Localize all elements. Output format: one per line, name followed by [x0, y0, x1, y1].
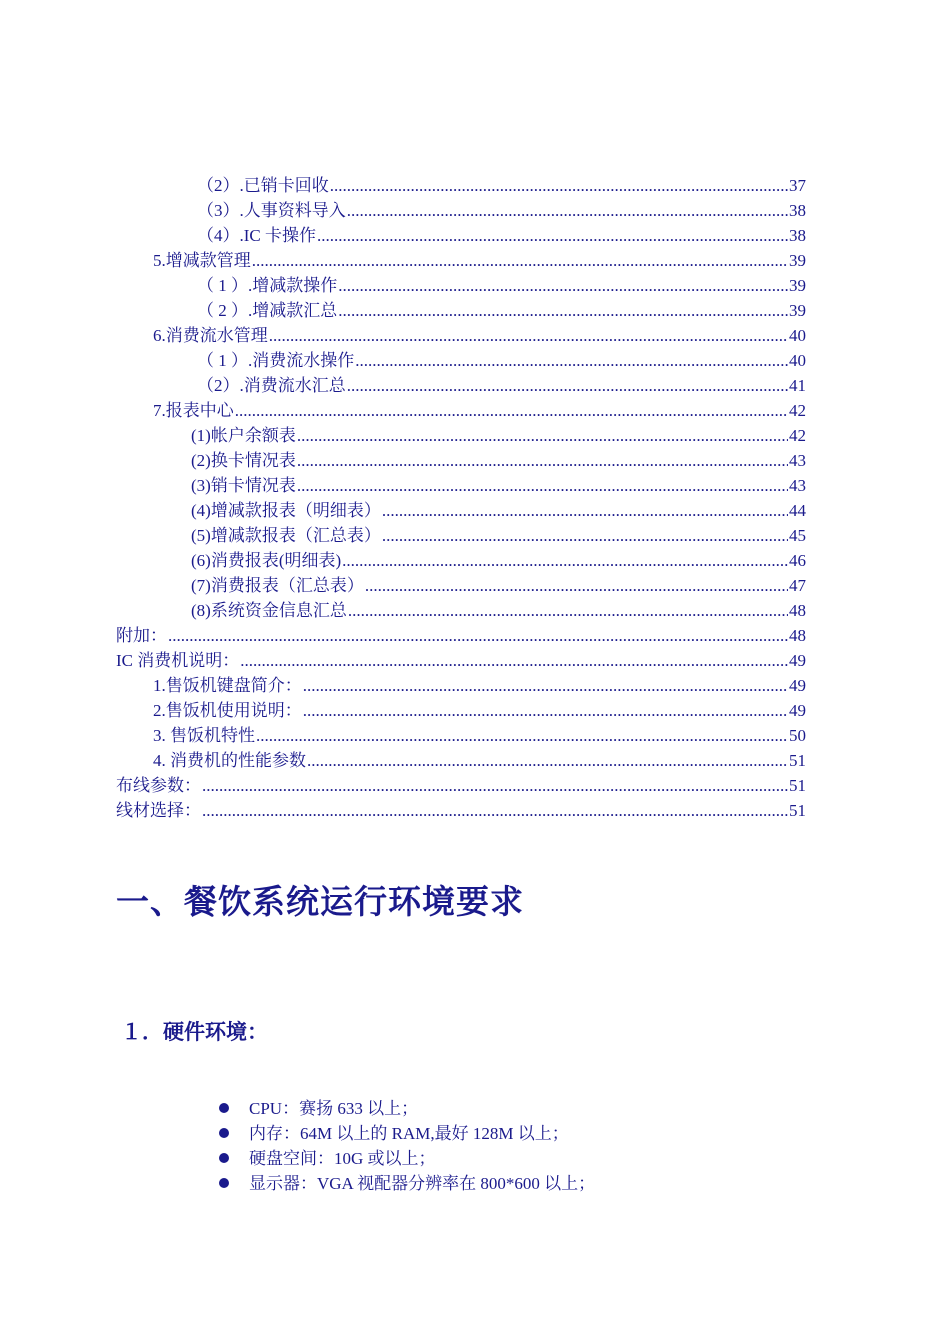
toc-entry[interactable] — [191, 448, 806, 473]
toc-entry-page: 38 — [789, 201, 806, 220]
subsection-heading: １．硬件环境： — [121, 1020, 268, 1044]
toc-entry-title: （4）.IC 卡操作 — [197, 226, 316, 245]
toc-entry-page: 45 — [789, 526, 806, 545]
toc-entry-page: 43 — [789, 451, 806, 470]
list-item — [219, 1096, 418, 1121]
toc-entry-title: （3）.人事资料导入 — [197, 201, 346, 220]
toc-entry-page: 38 — [789, 226, 806, 245]
toc-entry-title: (4)增减款报表（明细表） — [191, 501, 381, 520]
list-item — [219, 1146, 436, 1171]
toc-entry-title: 附加： — [116, 626, 167, 645]
bullet-icon — [219, 1153, 229, 1163]
toc-leader — [347, 198, 788, 223]
toc-leader — [297, 448, 788, 473]
toc-entry-page: 42 — [789, 401, 806, 420]
list-item — [219, 1171, 595, 1196]
toc-leader — [317, 223, 788, 248]
toc-leader — [338, 298, 788, 323]
toc-entry[interactable] — [197, 373, 806, 398]
toc-leader — [342, 548, 788, 573]
toc-leader — [365, 573, 788, 598]
toc-leader — [347, 373, 788, 398]
toc-entry-page: 40 — [789, 351, 806, 370]
toc-entry-page: 51 — [789, 776, 806, 795]
bullet-icon — [219, 1178, 229, 1188]
list-item-text: CPU：赛扬 633 以上； — [249, 1099, 419, 1118]
toc-entry[interactable] — [197, 223, 806, 248]
toc-entry-title: 线材选择： — [116, 801, 201, 820]
toc-entry-title: （2）.已销卡回收 — [197, 176, 329, 195]
toc-entry-title: (7)消费报表（汇总表） — [191, 576, 364, 595]
toc-entry[interactable] — [153, 398, 806, 423]
toc-entry-page: 49 — [789, 651, 806, 670]
toc-entry-title: IC 消费机说明： — [116, 651, 240, 670]
toc-entry[interactable] — [153, 323, 806, 348]
toc-entry-page: 51 — [789, 751, 806, 770]
toc-entry-title: (5)增减款报表（汇总表） — [191, 526, 381, 545]
toc-entry-title: （2）.消费流水汇总 — [197, 376, 346, 395]
toc-entry-title: (3)销卡情况表 — [191, 476, 296, 495]
toc-entry[interactable] — [197, 273, 806, 298]
toc-entry-page: 49 — [789, 676, 806, 695]
toc-entry[interactable] — [116, 798, 806, 823]
list-item — [219, 1121, 569, 1146]
toc-entry-title: 6.消费流水管理 — [153, 326, 268, 345]
toc-leader — [307, 748, 788, 773]
toc-entry-page: 50 — [789, 726, 806, 745]
toc-entry-page: 48 — [789, 601, 806, 620]
toc-entry-title: （ 2 ）.增减款汇总 — [197, 301, 338, 320]
toc-entry[interactable] — [116, 623, 806, 648]
toc-entry-page: 39 — [789, 251, 806, 270]
toc-entry-title: 5.增减款管理 — [153, 251, 251, 270]
toc-leader — [240, 648, 788, 673]
toc-entry-page: 40 — [789, 326, 806, 345]
toc-leader — [348, 598, 788, 623]
toc-entry-title: 1.售饭机键盘简介： — [153, 676, 302, 695]
toc-entry-title: 4. 消费机的性能参数 — [153, 751, 306, 770]
bullet-icon — [219, 1103, 229, 1113]
toc-entry[interactable] — [197, 348, 806, 373]
list-item-text: 显示器：VGA 视配器分辨率在 800*600 以上； — [249, 1174, 596, 1193]
toc-leader — [168, 623, 788, 648]
section-heading: 一、餐饮系统运行环境要求 — [116, 882, 524, 921]
toc-entry[interactable] — [191, 423, 806, 448]
toc-entry[interactable] — [116, 773, 806, 798]
toc-leader — [297, 423, 788, 448]
toc-entry[interactable] — [116, 648, 806, 673]
toc-entry[interactable] — [153, 698, 806, 723]
toc-leader — [303, 698, 788, 723]
toc-entry[interactable] — [197, 198, 806, 223]
toc-leader — [297, 473, 788, 498]
toc-entry[interactable] — [191, 523, 806, 548]
toc-leader — [202, 798, 788, 823]
toc-entry-title: (1)帐户余额表 — [191, 426, 296, 445]
toc-entry-title: （ 1 ）.增减款操作 — [197, 276, 338, 295]
toc-entry-page: 42 — [789, 426, 806, 445]
toc-leader — [338, 273, 788, 298]
toc-leader — [330, 173, 788, 198]
toc-entry-page: 49 — [789, 701, 806, 720]
toc-leader — [252, 248, 788, 273]
toc-entry-page: 46 — [789, 551, 806, 570]
toc-entry[interactable] — [191, 573, 806, 598]
toc-entry-title: 2.售饭机使用说明： — [153, 701, 302, 720]
bullet-icon — [219, 1128, 229, 1138]
toc-entry-page: 43 — [789, 476, 806, 495]
list-item-text: 内存：64M 以上的 RAM,最好 128M 以上； — [249, 1124, 569, 1143]
toc-leader — [303, 673, 788, 698]
toc-entry-title: 3. 售饭机特性 — [153, 726, 255, 745]
toc-entry-page: 47 — [789, 576, 806, 595]
toc-leader — [382, 498, 788, 523]
list-item-text: 硬盘空间：10G 或以上； — [249, 1149, 436, 1168]
toc-entry-page: 39 — [789, 276, 806, 295]
toc-entry-title: 布线参数： — [116, 776, 201, 795]
toc-entry-title: (6)消费报表(明细表) — [191, 551, 342, 570]
toc-leader — [235, 398, 788, 423]
toc-entry[interactable] — [153, 748, 806, 773]
toc-leader — [269, 323, 788, 348]
toc-leader — [202, 773, 788, 798]
toc-entry-page: 51 — [789, 801, 806, 820]
toc-entry-title: (2)换卡情况表 — [191, 451, 296, 470]
toc-entry-page: 39 — [789, 301, 806, 320]
toc-entry-title: (8)系统资金信息汇总 — [191, 601, 347, 620]
toc-entry[interactable] — [153, 673, 806, 698]
toc-entry[interactable] — [153, 248, 806, 273]
toc-entry-title: （ 1 ）.消费流水操作 — [197, 351, 355, 370]
toc-leader — [382, 523, 788, 548]
toc-leader — [355, 348, 788, 373]
toc-entry-page: 37 — [789, 176, 806, 195]
toc-entry-page: 48 — [789, 626, 806, 645]
toc-entry[interactable] — [191, 498, 806, 523]
toc-entry-page: 44 — [789, 501, 806, 520]
toc-leader — [256, 723, 788, 748]
toc-entry[interactable] — [197, 173, 806, 198]
toc-entry[interactable] — [191, 548, 806, 573]
toc-entry[interactable] — [191, 473, 806, 498]
toc-entry[interactable] — [153, 723, 806, 748]
toc-entry[interactable] — [191, 598, 806, 623]
toc-entry[interactable] — [197, 298, 806, 323]
toc-entry-page: 41 — [789, 376, 806, 395]
toc-entry-title: 7.报表中心 — [153, 401, 234, 420]
